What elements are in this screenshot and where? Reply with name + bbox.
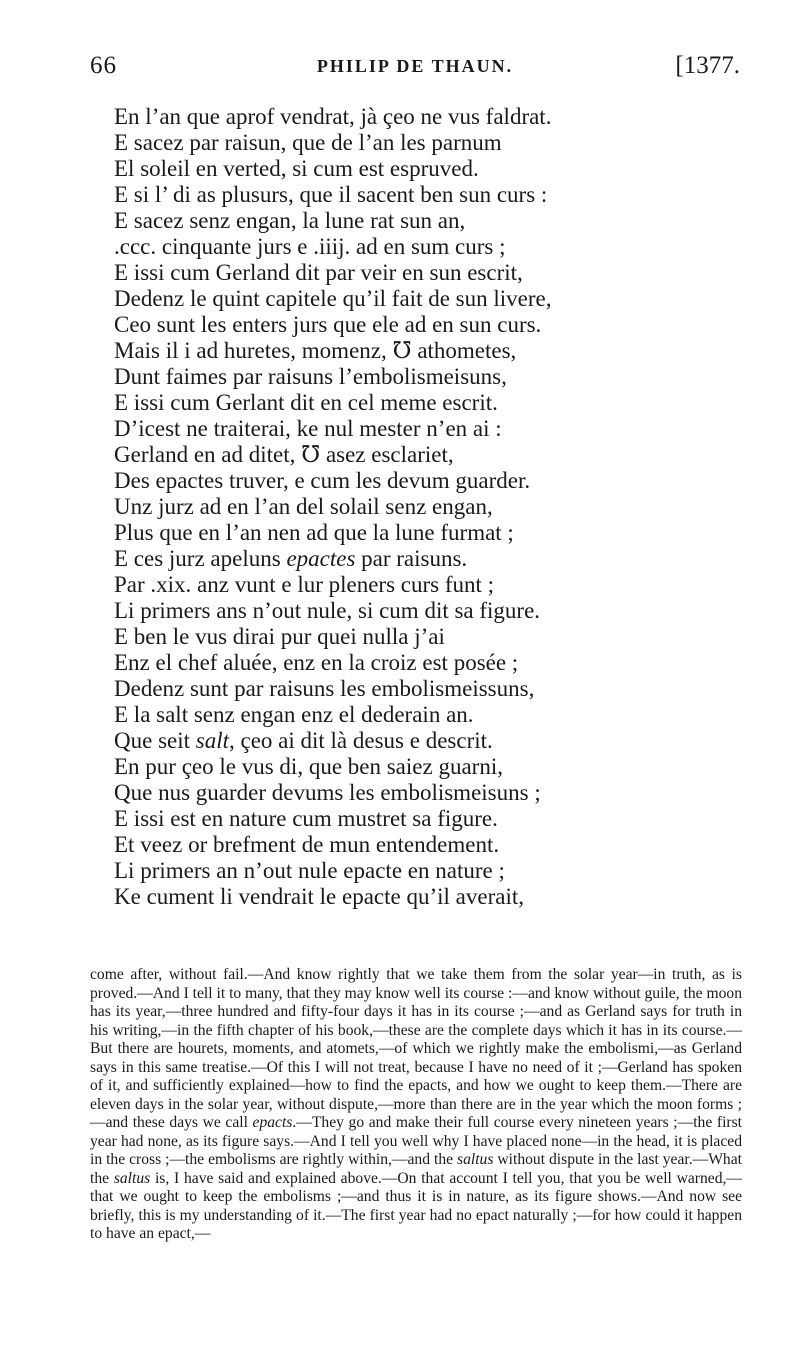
- verse-text: par raisuns.: [355, 546, 468, 571]
- verse-text: Par .xix. anz vunt e lur pleners curs funt ;: [114, 572, 495, 597]
- verse-text: El soleil en verted, si cum est espruved.: [114, 156, 479, 181]
- verse-line: [114, 494, 754, 520]
- translation-text: without dispute in the last year.—What the: [90, 1151, 742, 1187]
- verse-text: Dunt faimes par raisuns l’embolismeisuns,: [114, 364, 507, 389]
- verse-italic-term: epactes: [286, 546, 356, 571]
- verse-text: E issi cum Gerland dit par veir en sun escrit,: [114, 260, 523, 285]
- verse-text: En l’an que aprof vendrat, jà çeo ne vus faldrat.: [114, 104, 552, 129]
- verse-line: [114, 676, 754, 702]
- verse-line: [114, 156, 754, 182]
- verse-line: [114, 572, 754, 598]
- verse-line: [114, 260, 754, 286]
- verse-line: [114, 754, 754, 780]
- verse-italic-term: salt: [195, 728, 229, 753]
- verse-line: [114, 468, 754, 494]
- verse-line: [114, 416, 754, 442]
- verse-text: Li primers ans n’out nule, si cum dit sa figure.: [114, 598, 541, 623]
- verse-text: E la salt senz engan enz el dederain an.: [114, 702, 474, 727]
- verse-line: [114, 312, 754, 338]
- verse-text: Dedenz le quint capitele qu’il fait de sun livere,: [114, 286, 552, 311]
- verse-line: [114, 208, 754, 234]
- verse-line: [114, 650, 754, 676]
- verse-line: [114, 442, 754, 468]
- verse-line: [114, 182, 754, 208]
- verse-text: Plus que en l’an nen ad que la lune furmat ;: [114, 520, 514, 545]
- verse-text: E sacez senz engan, la lune rat sun an,: [114, 208, 466, 233]
- verse-line: [114, 520, 754, 546]
- verse-text: Ke cument li vendrait le epacte qu’il averait,: [114, 884, 524, 909]
- verse-line: [114, 286, 754, 312]
- verse-text: Que nus guarder devums les embolismeisuns ;: [114, 780, 541, 805]
- verse-text: Gerland en ad ditet, ℧ asez esclariet,: [114, 442, 454, 467]
- verse-text: E ces jurz apeluns: [114, 546, 287, 571]
- verse-text: Ceo sunt les enters jurs que ele ad en sun curs.: [114, 312, 542, 337]
- verse-line: [114, 858, 754, 884]
- translation-paragraph: [90, 966, 742, 1244]
- verse-text: Unz jurz ad en l’an del solail senz engan,: [114, 494, 493, 519]
- verse-text: E si l’ di as plusurs, que il sacent ben sun curs :: [114, 182, 548, 207]
- verse-text: E sacez par raisun, que de l’an les parnum: [114, 130, 502, 155]
- verse-line: [114, 598, 754, 624]
- verse-block: [114, 104, 754, 910]
- verse-line: [114, 780, 754, 806]
- verse-text: E ben le vus dirai pur quei nulla j’ai: [114, 624, 445, 649]
- verse-text: E issi est en nature cum mustret sa figure.: [114, 806, 498, 831]
- verse-line: [114, 364, 754, 390]
- page-number: 66: [90, 52, 117, 79]
- verse-line: [114, 728, 754, 754]
- translation-italic-term: saltus: [457, 1151, 494, 1168]
- verse-text: Dedenz sunt par raisuns les embolismeissuns,: [114, 676, 535, 701]
- verse-text: .ccc. cinquante jurs e .iiij. ad en sum curs ;: [114, 234, 506, 259]
- translation-italic-term: epacts: [252, 1114, 293, 1131]
- page-header: [90, 52, 740, 82]
- verse-text: , çeo ai dit là desus e descrit.: [229, 728, 493, 753]
- verse-line: [114, 104, 754, 130]
- verse-line: [114, 832, 754, 858]
- verse-line: [114, 390, 754, 416]
- verse-text: Mais il i ad huretes, momenz, ℧ athometes,: [114, 338, 517, 363]
- verse-line: [114, 546, 754, 572]
- verse-text: Que seit: [114, 728, 196, 753]
- verse-text: D’icest ne traiterai, ke nul mester n’en ai :: [114, 416, 502, 441]
- translation-text: .—They go and make their full course every nineteen years ;—the first year had none, as its figure says.—And I tell you well why I have placed none—in the head, it is placed in the cross ;—the embolisms are rightly within,—and the: [90, 1114, 742, 1168]
- verse-text: Et veez or brefment de mun entendement.: [114, 832, 500, 857]
- verse-line: [114, 338, 754, 364]
- verse-text: Enz el chef aluée, enz en la croiz est posée ;: [114, 650, 519, 675]
- running-head: PHILIP DE THAUN.: [316, 56, 514, 76]
- verse-text: Des epactes truver, e cum les devum guarder.: [114, 468, 531, 493]
- verse-line: [114, 806, 754, 832]
- translation-italic-term: saltus: [113, 1169, 151, 1187]
- verse-line: [114, 130, 754, 156]
- verse-text: E issi cum Gerlant dit en cel meme escrit.: [114, 390, 498, 415]
- verse-text: Li primers an n’out nule epacte en nature ;: [114, 858, 505, 883]
- verse-line: [114, 234, 754, 260]
- verse-text: En pur çeo le vus di, que ben saiez guarni,: [114, 754, 503, 779]
- verse-line: [114, 884, 754, 910]
- translation-text: is, I have said and explained above.—On that account I tell you, that you be well warned,—that we ought to keep the embolisms ;—and thus it is in nature, as its figure shows.—And now see briefly, this is my understanding of it.—The first year had no epact naturally ;—for how could it happen to have an epact,—: [90, 1169, 742, 1242]
- page-reference: [1377.: [675, 52, 740, 79]
- verse-line: [114, 624, 754, 650]
- verse-line: [114, 702, 754, 728]
- translation-text: come after, without fail.—And know rightly that we take them from the solar year—in truth, as is proved.—And I tell it to many, that they may know well its course :—and know without guile, the moon has its year,—three hundred and fifty-four days it has in its course ;—and as Gerland says for truth in his writing,—in the fifth chapter of his book,—these are the complete days which it has in its course.—But there are hourets, moments, and atomets,—of which we rightly make the embolismi,—as Gerland says in this same treatise.—Of this I will not treat, because I have no need of it ;—Gerland has spoken of it, and sufficiently explained—how to find the epacts, and how we ought to keep them.—There are eleven days in the solar year, without dispute,—more than there are in the year which the moon forms ;—and these days we call: [90, 966, 742, 1131]
